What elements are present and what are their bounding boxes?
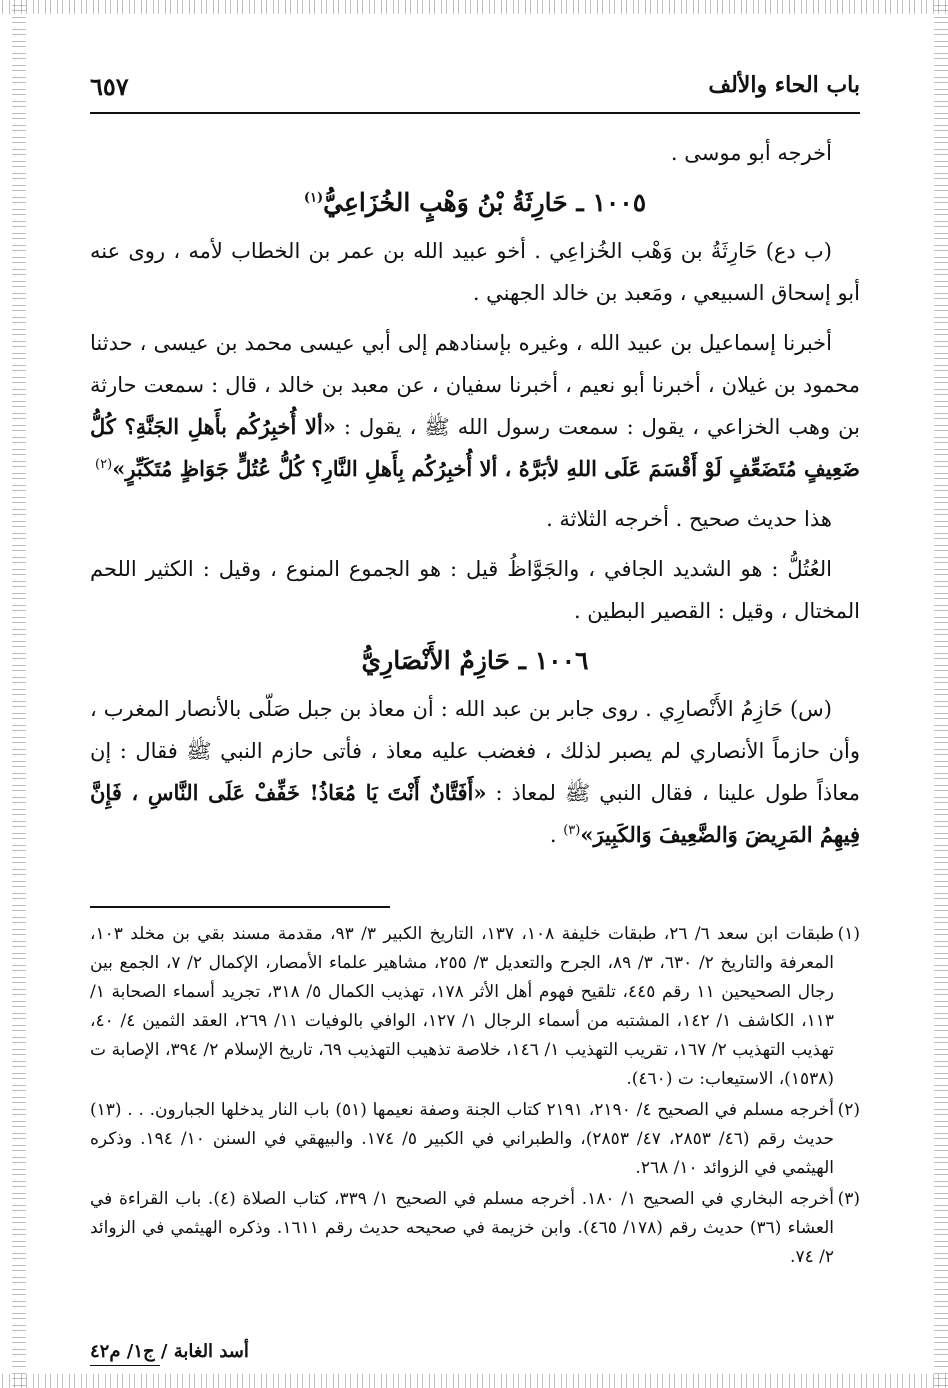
footnote-rule xyxy=(90,906,390,908)
decorative-border-left xyxy=(12,0,26,1388)
entry-heading-1005 xyxy=(90,182,860,224)
intro-line: أخرجه أبو موسى . xyxy=(670,141,832,165)
footnote-ref-1: (١) xyxy=(303,190,324,206)
header-rule xyxy=(90,112,860,114)
footnote-3 xyxy=(90,1185,860,1272)
decorative-border-right xyxy=(934,0,948,1388)
hadith-text: «أَفَتَّانٌ أَنْتَ يَا مُعَاذُ! خَفِّفْ عَلَى النَّاسِ ، فَإِنَّ فِيهِمُ المَرِيضَ وَالضَّعِيفَ وَالكَبِيرَ» xyxy=(90,780,860,847)
hadith-text: «ألا أُخبِرُكُم بأَهلِ الجَنَّةِ؟ كُلُّ ضَعِيفٍ مُتَضَعِّفٍ لَوْ أَقْسَمَ عَلَى اللهِ لأبَرَّهُ ، ألا أُخبِرُكُم بِأَهلِ النَّارِ؟ كُلُّ عُتُلٍّ جَوَاظٍ مُتَكَبِّرٍ» xyxy=(90,414,860,481)
entry-paragraph: (ب دع) حَارِثَةُ بن وَهْب الخُزاعِي . أخو عبيد الله بن عمر بن الخطاب لأمه ، روى عنه أبو إسحاق السبيعي ، ومَعبد بن خالد الجهني . xyxy=(90,239,860,305)
main-text xyxy=(90,132,860,864)
entry-title: ١٠٠٥ ـ حَارِثَةُ بْنُ وَهْبٍ الخُزَاعِيُّ xyxy=(323,188,647,217)
footnote-mark: (١) xyxy=(837,924,860,944)
footnote-mark: (٣) xyxy=(837,1189,860,1209)
footnote-text: أخرجه البخاري في الصحيح ١/ ١٨٠. أخرجه مسلم في الصحيح ١/ ٣٣٩، كتاب الصلاة (٤). باب القراءة في العشاء (٣٦) حديث رقم (١٧٨/ ٤٦٥). وابن خزيمة في صحيحه حديث رقم ١٦١١. وذكره الهيثمي في الزوائد ٢/ ٧٤. xyxy=(90,1189,835,1267)
footnote-ref-2: (٢) xyxy=(95,457,113,472)
narration-text: (س) حَازِمُ الأَنْصارِي . روى جابر بن عبد الله : أن معاذ بن جبل صَلّى بالأنصار المغرب ، وأن حازماً الأنصاري لم يصبر لذلك ، فغضب عليه معاذ ، فأتى حازم النبي ﷺ فقال : إن معاذاً طول علينا ، فقال النبي ﷺ لمعاذ : xyxy=(90,697,860,805)
end-punct: . xyxy=(549,823,564,847)
book-page xyxy=(90,60,860,1360)
running-head xyxy=(90,72,860,106)
entry-title: ١٠٠٦ ـ حَازِمٌ الأَنْصَارِيُّ xyxy=(361,646,589,675)
signature-mark: أسد الغابة / ج١/ م٤٢ xyxy=(90,1341,249,1362)
page-number: ٦٥٧ xyxy=(90,72,129,101)
chapter-title: باب الحاء والألف xyxy=(708,72,860,98)
footnote-text: أخرجه مسلم في الصحيح ٤/ ٢١٩٠، ٢١٩١ كتاب الجنة وصفة نعيمها (٥١) باب النار يدخلها الجبارون. . . (١٣) حديث رقم (٤٦/ ٢٨٥٣، ٤٧/ ٢٨٥٣)، والطبراني في الكبير ٥/ ١٧٤. والبيهقي في السنن ١٠/ ١٩٤. وذكره الهيثمي في الزوائد ١٠/ ٢٦٨. xyxy=(90,1100,835,1178)
grading-line: هذا حديث صحيح . أخرجه الثلاثة . xyxy=(546,507,832,531)
footnote-2 xyxy=(90,1096,860,1183)
decorative-border-top xyxy=(0,0,948,14)
isnad-text: أخبرنا إسماعيل بن عبيد الله ، وغيره بإسنادهم إلى أبي عيسى محمد بن عيسى ، حدثنا محمود بن غيلان ، أخبرنا أبو نعيم ، أخبرنا سفيان ، عن معبد بن خالد ، قال : سمعت حارثة بن وهب الخزاعي ، يقول : سمعت رسول الله ﷺ ، يقول : xyxy=(90,331,860,439)
signature-rule xyxy=(90,1365,160,1366)
isnad-paragraph xyxy=(90,322,860,490)
entry-heading-1006 xyxy=(90,640,860,682)
decorative-border-bottom xyxy=(0,1374,948,1388)
entry-paragraph xyxy=(90,688,860,856)
footnote-ref-3: (٣) xyxy=(563,823,581,838)
footnote-mark: (٢) xyxy=(837,1100,860,1120)
footnote-text: طبقات ابن سعد ٦/ ٢٦، طبقات خليفة ١٠٨، ١٣٧، التاريخ الكبير ٣/ ٩٣، مقدمة مسند بقي بن مخلد ١٠٣، المعرفة والتاريخ ٢/ ٦٣٠، ٣/ ٨٩، الجرح والتعديل ٣/ ٢٥٥، مشاهير علماء الأمصار، الإكمال ٢/ ٧، الجمع بين رجال الصحيحين ١١ رقم ٤٤٥، تلقيح فهوم أهل الأثر ١٧٨، تهذيب الكمال ٥/ ٣١٨، تجريد أسماء الصحابة ١/ ١١٣، الكاشف ١/ ١٤٢، المشتبه من أسماء الرجال ١/ ١٢٧، الوافي بالوفيات ١١/ ٢٦٩، العقد الثمين ٤/ ٤٠، تهذيب التهذيب ٢/ ١٦٧، تقريب التهذيب ١/ ١٤٦، خلاصة تذهيب التهذيب ٦٩، تاريخ الإسلام ٢/ ٣٩٤، الإصابة ت (١٥٣٨)، الاستيعاب: ت (٤٦٠). xyxy=(90,924,835,1089)
footnotes xyxy=(90,920,860,1274)
glossary-paragraph: العُتُلُّ : هو الشديد الجافي ، والجَوَّاظُ قيل : هو الجموع المنوع ، وقيل : الكثير اللحم المختال ، وقيل : القصير البطين . xyxy=(90,557,860,623)
footnote-1 xyxy=(90,920,860,1094)
